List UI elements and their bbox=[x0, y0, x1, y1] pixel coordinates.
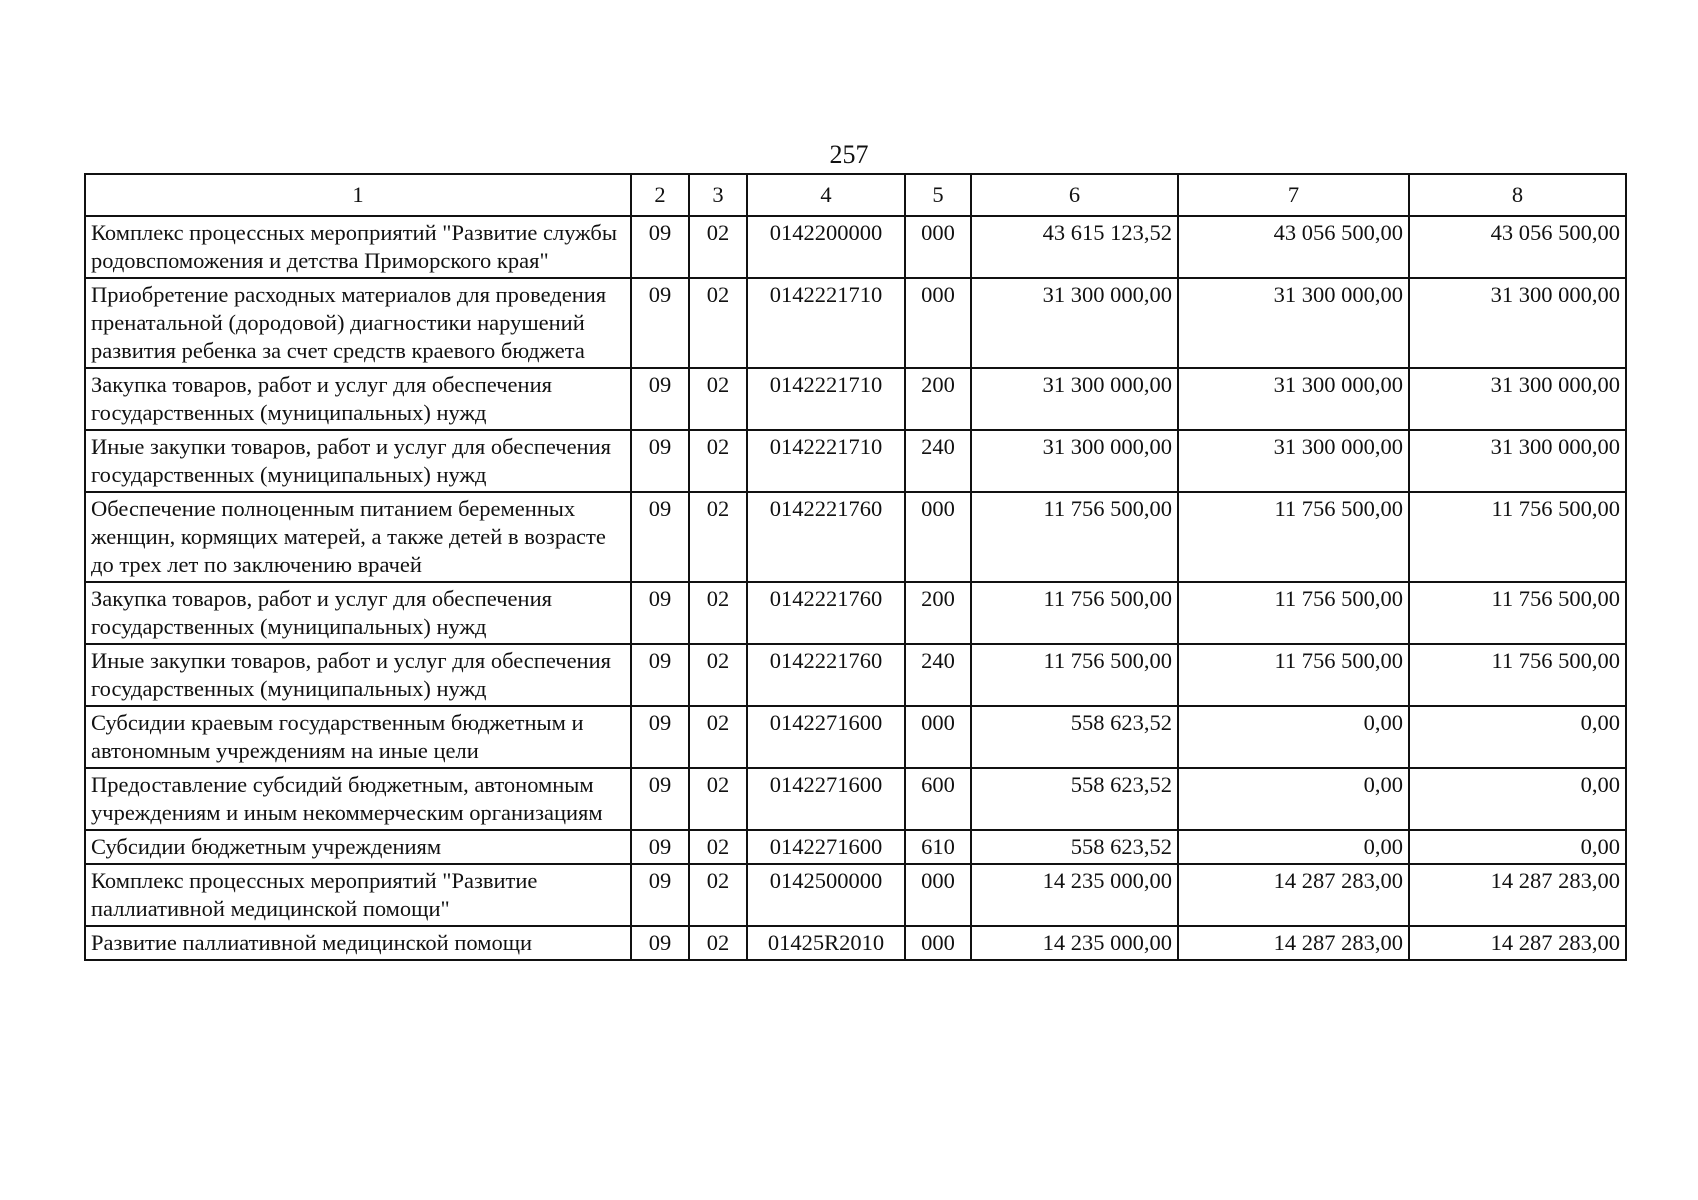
row-name: Комплекс процессных мероприятий "Развитие службы родовспоможения и детства Приморского края" bbox=[85, 216, 631, 278]
amount-col-7: 14 287 283,00 bbox=[1178, 926, 1409, 960]
amount-col-8: 31 300 000,00 bbox=[1409, 430, 1626, 492]
code-section: 09 bbox=[631, 644, 689, 706]
amount-col-7: 0,00 bbox=[1178, 706, 1409, 768]
code-subsection: 02 bbox=[689, 368, 747, 430]
code-subsection: 02 bbox=[689, 864, 747, 926]
row-name: Иные закупки товаров, работ и услуг для обеспечения государственных (муниципальных) нужд bbox=[85, 644, 631, 706]
amount-col-6: 31 300 000,00 bbox=[971, 430, 1178, 492]
column-header: 3 bbox=[689, 174, 747, 216]
table-row bbox=[85, 582, 1626, 644]
code-subsection: 02 bbox=[689, 582, 747, 644]
code-target-item: 0142221710 bbox=[747, 368, 905, 430]
column-header: 4 bbox=[747, 174, 905, 216]
amount-col-6: 558 623,52 bbox=[971, 830, 1178, 864]
amount-col-6: 14 235 000,00 bbox=[971, 864, 1178, 926]
code-section: 09 bbox=[631, 278, 689, 368]
table-row bbox=[85, 926, 1626, 960]
code-target-item: 0142200000 bbox=[747, 216, 905, 278]
amount-col-6: 11 756 500,00 bbox=[971, 644, 1178, 706]
code-expense-type: 000 bbox=[905, 864, 971, 926]
code-subsection: 02 bbox=[689, 492, 747, 582]
table-row bbox=[85, 216, 1626, 278]
code-section: 09 bbox=[631, 706, 689, 768]
table-row bbox=[85, 278, 1626, 368]
amount-col-8: 43 056 500,00 bbox=[1409, 216, 1626, 278]
column-header: 5 bbox=[905, 174, 971, 216]
code-subsection: 02 bbox=[689, 278, 747, 368]
code-expense-type: 000 bbox=[905, 926, 971, 960]
code-expense-type: 610 bbox=[905, 830, 971, 864]
row-name: Закупка товаров, работ и услуг для обеспечения государственных (муниципальных) нужд bbox=[85, 582, 631, 644]
amount-col-7: 31 300 000,00 bbox=[1178, 368, 1409, 430]
code-target-item: 0142271600 bbox=[747, 830, 905, 864]
code-expense-type: 240 bbox=[905, 644, 971, 706]
column-header: 7 bbox=[1178, 174, 1409, 216]
row-name: Закупка товаров, работ и услуг для обеспечения государственных (муниципальных) нужд bbox=[85, 368, 631, 430]
row-name: Субсидии бюджетным учреждениям bbox=[85, 830, 631, 864]
budget-table bbox=[84, 173, 1627, 961]
table-row bbox=[85, 830, 1626, 864]
amount-col-6: 31 300 000,00 bbox=[971, 368, 1178, 430]
amount-col-7: 31 300 000,00 bbox=[1178, 278, 1409, 368]
code-target-item: 0142221760 bbox=[747, 582, 905, 644]
code-subsection: 02 bbox=[689, 926, 747, 960]
code-expense-type: 000 bbox=[905, 278, 971, 368]
amount-col-6: 558 623,52 bbox=[971, 706, 1178, 768]
column-header: 2 bbox=[631, 174, 689, 216]
row-name: Субсидии краевым государственным бюджетным и автономным учреждениям на иные цели bbox=[85, 706, 631, 768]
row-name: Предоставление субсидий бюджетным, автономным учреждениям и иным некоммерческим организациям bbox=[85, 768, 631, 830]
amount-col-8: 0,00 bbox=[1409, 768, 1626, 830]
table-row bbox=[85, 706, 1626, 768]
code-subsection: 02 bbox=[689, 430, 747, 492]
header-row bbox=[85, 174, 1626, 216]
table-row bbox=[85, 644, 1626, 706]
amount-col-7: 11 756 500,00 bbox=[1178, 644, 1409, 706]
code-subsection: 02 bbox=[689, 830, 747, 864]
amount-col-7: 0,00 bbox=[1178, 768, 1409, 830]
row-name: Развитие паллиативной медицинской помощи bbox=[85, 926, 631, 960]
code-subsection: 02 bbox=[689, 216, 747, 278]
amount-col-6: 558 623,52 bbox=[971, 768, 1178, 830]
code-target-item: 01425R2010 bbox=[747, 926, 905, 960]
amount-col-7: 0,00 bbox=[1178, 830, 1409, 864]
table-row bbox=[85, 368, 1626, 430]
amount-col-7: 31 300 000,00 bbox=[1178, 430, 1409, 492]
column-header: 1 bbox=[85, 174, 631, 216]
code-section: 09 bbox=[631, 492, 689, 582]
row-name: Приобретение расходных материалов для проведения пренатальной (дородовой) диагностики нарушений развития ребенка за счет средств краевого бюджета bbox=[85, 278, 631, 368]
code-section: 09 bbox=[631, 582, 689, 644]
column-header: 6 bbox=[971, 174, 1178, 216]
row-name: Комплекс процессных мероприятий "Развитие паллиативной медицинской помощи" bbox=[85, 864, 631, 926]
code-subsection: 02 bbox=[689, 706, 747, 768]
amount-col-7: 11 756 500,00 bbox=[1178, 582, 1409, 644]
amount-col-8: 0,00 bbox=[1409, 706, 1626, 768]
code-section: 09 bbox=[631, 430, 689, 492]
table-row bbox=[85, 492, 1626, 582]
amount-col-8: 31 300 000,00 bbox=[1409, 368, 1626, 430]
table-row bbox=[85, 864, 1626, 926]
code-section: 09 bbox=[631, 864, 689, 926]
code-subsection: 02 bbox=[689, 768, 747, 830]
amount-col-8: 11 756 500,00 bbox=[1409, 582, 1626, 644]
code-target-item: 0142221760 bbox=[747, 644, 905, 706]
amount-col-6: 14 235 000,00 bbox=[971, 926, 1178, 960]
code-subsection: 02 bbox=[689, 644, 747, 706]
code-expense-type: 200 bbox=[905, 582, 971, 644]
amount-col-8: 11 756 500,00 bbox=[1409, 644, 1626, 706]
page-number: 257 bbox=[829, 140, 869, 169]
amount-col-8: 11 756 500,00 bbox=[1409, 492, 1626, 582]
code-target-item: 0142221710 bbox=[747, 430, 905, 492]
amount-col-6: 43 615 123,52 bbox=[971, 216, 1178, 278]
code-target-item: 0142271600 bbox=[747, 768, 905, 830]
code-section: 09 bbox=[631, 216, 689, 278]
code-section: 09 bbox=[631, 368, 689, 430]
table-body bbox=[85, 216, 1626, 960]
code-section: 09 bbox=[631, 926, 689, 960]
code-section: 09 bbox=[631, 830, 689, 864]
amount-col-6: 11 756 500,00 bbox=[971, 492, 1178, 582]
code-expense-type: 200 bbox=[905, 368, 971, 430]
amount-col-7: 11 756 500,00 bbox=[1178, 492, 1409, 582]
code-expense-type: 000 bbox=[905, 216, 971, 278]
row-name: Обеспечение полноценным питанием беременных женщин, кормящих матерей, а также детей в возрасте до трех лет по заключению врачей bbox=[85, 492, 631, 582]
amount-col-7: 14 287 283,00 bbox=[1178, 864, 1409, 926]
column-header: 8 bbox=[1409, 174, 1626, 216]
code-target-item: 0142271600 bbox=[747, 706, 905, 768]
code-section: 09 bbox=[631, 768, 689, 830]
code-expense-type: 000 bbox=[905, 706, 971, 768]
amount-col-8: 14 287 283,00 bbox=[1409, 864, 1626, 926]
code-target-item: 0142500000 bbox=[747, 864, 905, 926]
table-row bbox=[85, 430, 1626, 492]
amount-col-8: 0,00 bbox=[1409, 830, 1626, 864]
amount-col-6: 11 756 500,00 bbox=[971, 582, 1178, 644]
amount-col-7: 43 056 500,00 bbox=[1178, 216, 1409, 278]
code-expense-type: 240 bbox=[905, 430, 971, 492]
row-name: Иные закупки товаров, работ и услуг для обеспечения государственных (муниципальных) нужд bbox=[85, 430, 631, 492]
amount-col-6: 31 300 000,00 bbox=[971, 278, 1178, 368]
table-row bbox=[85, 768, 1626, 830]
code-expense-type: 000 bbox=[905, 492, 971, 582]
amount-col-8: 31 300 000,00 bbox=[1409, 278, 1626, 368]
code-target-item: 0142221760 bbox=[747, 492, 905, 582]
code-target-item: 0142221710 bbox=[747, 278, 905, 368]
amount-col-8: 14 287 283,00 bbox=[1409, 926, 1626, 960]
code-expense-type: 600 bbox=[905, 768, 971, 830]
